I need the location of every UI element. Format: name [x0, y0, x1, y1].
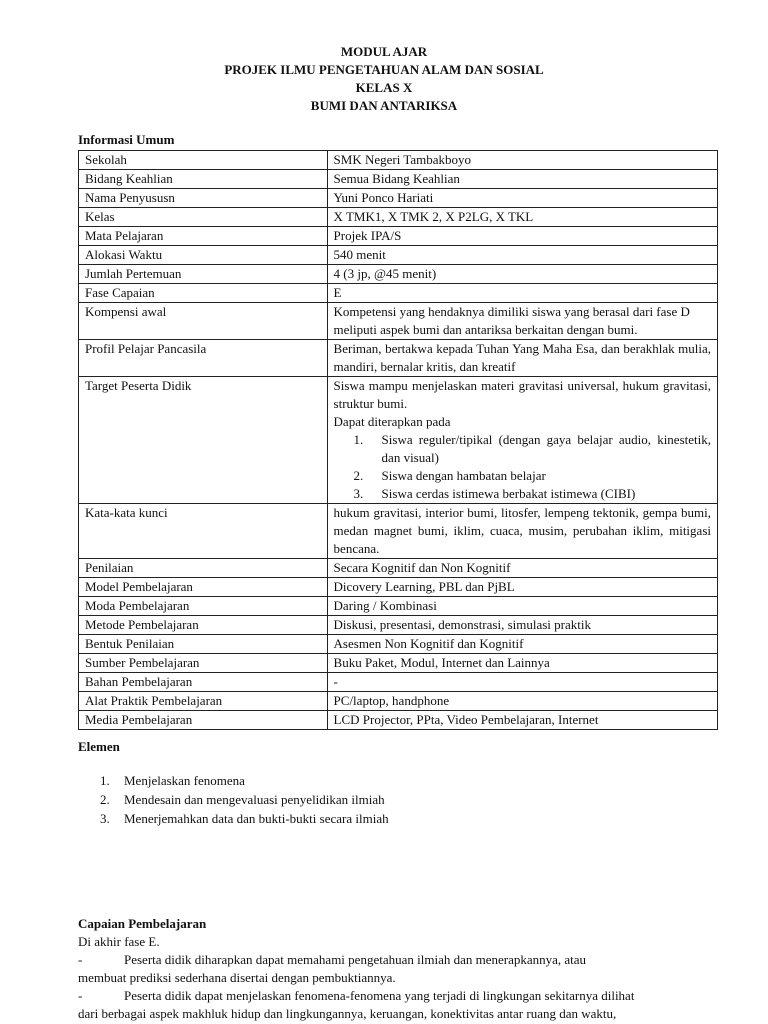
- row-value: Projek IPA/S: [327, 227, 717, 246]
- row-key: Nama Penyususn: [79, 189, 328, 208]
- target-list: [334, 431, 711, 503]
- capaian-point-2-first-line: Peserta didik dapat menjelaskan fenomena-fenomena yang terjadi di lingkungan sekitarnya dilihat: [124, 988, 635, 1003]
- list-item: [78, 791, 389, 810]
- row-key: Fase Capaian: [79, 284, 328, 303]
- info-section-title: Informasi Umum: [78, 132, 175, 147]
- table-row: [79, 692, 718, 711]
- row-value: SMK Negeri Tambakboyo: [327, 151, 717, 170]
- table-row: [79, 189, 718, 208]
- capaian-section: [78, 915, 712, 1023]
- row-value: PC/laptop, handphone: [327, 692, 717, 711]
- row-key: Jumlah Pertemuan: [79, 265, 328, 284]
- list-number: 2.: [353, 468, 364, 483]
- table-row: [79, 303, 718, 340]
- target-description: Siswa mampu menjelaskan materi gravitasi universal, hukum gravitasi, struktur bumi.: [333, 378, 711, 411]
- table-row: [79, 559, 718, 578]
- row-value: Kompetensi yang hendaknya dimiliki siswa yang berasal dari fase D meliputi aspek bumi dan antariksa berkaitan dengan bumi.: [327, 303, 717, 340]
- list-text: Siswa cerdas istimewa berbakat istimewa (CIBI): [381, 486, 636, 501]
- row-value: Secara Kognitif dan Non Kognitif: [327, 559, 717, 578]
- capaian-point-1-continuation: membuat prediksi sederhana disertai dengan pembuktiannya.: [78, 970, 396, 985]
- row-value: Diskusi, presentasi, demonstrasi, simulasi praktik: [327, 616, 717, 635]
- row-key: Target Peserta Didik: [79, 377, 328, 504]
- capaian-point-2: [78, 987, 712, 1005]
- capaian-intro: Di akhir fase E.: [78, 934, 160, 949]
- row-value: X TMK1, X TMK 2, X P2LG, X TKL: [327, 208, 717, 227]
- document-header: [0, 43, 768, 115]
- row-value-target: [327, 377, 717, 504]
- table-row: [79, 227, 718, 246]
- row-value: Beriman, bertakwa kepada Tuhan Yang Maha Esa, dan berakhlak mulia, mandiri, bernalar kritis, dan kreatif: [327, 340, 717, 377]
- row-key: Penilaian: [79, 559, 328, 578]
- list-text: Menjelaskan fenomena: [124, 773, 245, 788]
- row-key: Model Pembelajaran: [79, 578, 328, 597]
- table-row: [79, 340, 718, 377]
- row-value: Buku Paket, Modul, Internet dan Lainnya: [327, 654, 717, 673]
- table-row: [79, 711, 718, 730]
- table-row: [79, 284, 718, 303]
- elemen-list: [78, 772, 389, 829]
- list-item: [334, 467, 711, 485]
- capaian-section-title: Capaian Pembelajaran: [78, 916, 207, 931]
- row-value: hukum gravitasi, interior bumi, litosfer, lempeng tektonik, gempa bumi, medan magnet bumi, iklim, cuaca, musim, perubahan iklim, mitigasi bencana.: [327, 504, 717, 559]
- row-key: Metode Pembelajaran: [79, 616, 328, 635]
- row-key: Bahan Pembelajaran: [79, 673, 328, 692]
- row-key: Sekolah: [79, 151, 328, 170]
- row-key: Alokasi Waktu: [79, 246, 328, 265]
- list-number: 3.: [100, 811, 110, 826]
- list-number: 1.: [353, 432, 364, 447]
- row-value: LCD Projector, PPta, Video Pembelajaran, Internet: [327, 711, 717, 730]
- capaian-point-1: [78, 951, 712, 969]
- row-value: 4 (3 jp, @45 menit): [327, 265, 717, 284]
- list-item: [78, 772, 389, 791]
- row-key: Kata-kata kunci: [79, 504, 328, 559]
- header-class: KELAS X: [355, 80, 413, 95]
- list-number: 3.: [353, 486, 364, 501]
- row-value: E: [327, 284, 717, 303]
- table-row: [79, 151, 718, 170]
- row-value: Asesmen Non Kognitif dan Kognitif: [327, 635, 717, 654]
- row-key: Kompensi awal: [79, 303, 328, 340]
- dash-bullet: -: [78, 952, 83, 967]
- list-item: [334, 485, 711, 503]
- dash-bullet: -: [78, 988, 83, 1003]
- table-row: [79, 673, 718, 692]
- list-number: 1.: [100, 773, 110, 788]
- capaian-point-1-first-line: Peserta didik diharapkan dapat memahami pengetahuan ilmiah dan menerapkannya, atau: [124, 952, 587, 967]
- target-applicable-label: Dapat diterapkan pada: [333, 414, 451, 429]
- list-text: Mendesain dan mengevaluasi penyelidikan ilmiah: [124, 792, 385, 807]
- elemen-section-title: Elemen: [78, 739, 120, 754]
- table-row: [79, 377, 718, 504]
- list-item: [78, 810, 389, 829]
- row-key: Mata Pelajaran: [79, 227, 328, 246]
- info-table: [78, 150, 718, 730]
- table-row: [79, 208, 718, 227]
- list-text: Menerjemahkan data dan bukti-bukti secara ilmiah: [124, 811, 389, 826]
- capaian-point-2-continuation: dari berbagai aspek makhluk hidup dan lingkungannya, keruangan, konektivitas antar ruang dan waktu,: [78, 1006, 617, 1021]
- row-value: Yuni Ponco Hariati: [327, 189, 717, 208]
- row-value: Daring / Kombinasi: [327, 597, 717, 616]
- table-row: [79, 578, 718, 597]
- header-title: MODUL AJAR: [340, 44, 428, 59]
- row-key: Bentuk Penilaian: [79, 635, 328, 654]
- row-key: Media Pembelajaran: [79, 711, 328, 730]
- list-text: Siswa reguler/tipikal (dengan gaya belajar audio, kinestetik, dan visual): [381, 432, 711, 465]
- row-key: Bidang Keahlian: [79, 170, 328, 189]
- row-value: Dicovery Learning, PBL dan PjBL: [327, 578, 717, 597]
- list-text: Siswa dengan hambatan belajar: [381, 468, 546, 483]
- table-row: [79, 170, 718, 189]
- row-key: Moda Pembelajaran: [79, 597, 328, 616]
- row-value: -: [327, 673, 717, 692]
- header-topic: BUMI DAN ANTARIKSA: [310, 98, 458, 113]
- table-row: [79, 616, 718, 635]
- table-row: [79, 635, 718, 654]
- row-key: Sumber Pembelajaran: [79, 654, 328, 673]
- row-key: Alat Praktik Pembelajaran: [79, 692, 328, 711]
- list-item: [334, 431, 711, 467]
- header-subtitle: PROJEK ILMU PENGETAHUAN ALAM DAN SOSIAL: [224, 62, 544, 77]
- table-row: [79, 597, 718, 616]
- table-row: [79, 246, 718, 265]
- row-key: Kelas: [79, 208, 328, 227]
- table-row: [79, 654, 718, 673]
- list-number: 2.: [100, 792, 110, 807]
- table-row: [79, 504, 718, 559]
- table-row: [79, 265, 718, 284]
- row-value: 540 menit: [327, 246, 717, 265]
- row-value: Semua Bidang Keahlian: [327, 170, 717, 189]
- row-key: Profil Pelajar Pancasila: [79, 340, 328, 377]
